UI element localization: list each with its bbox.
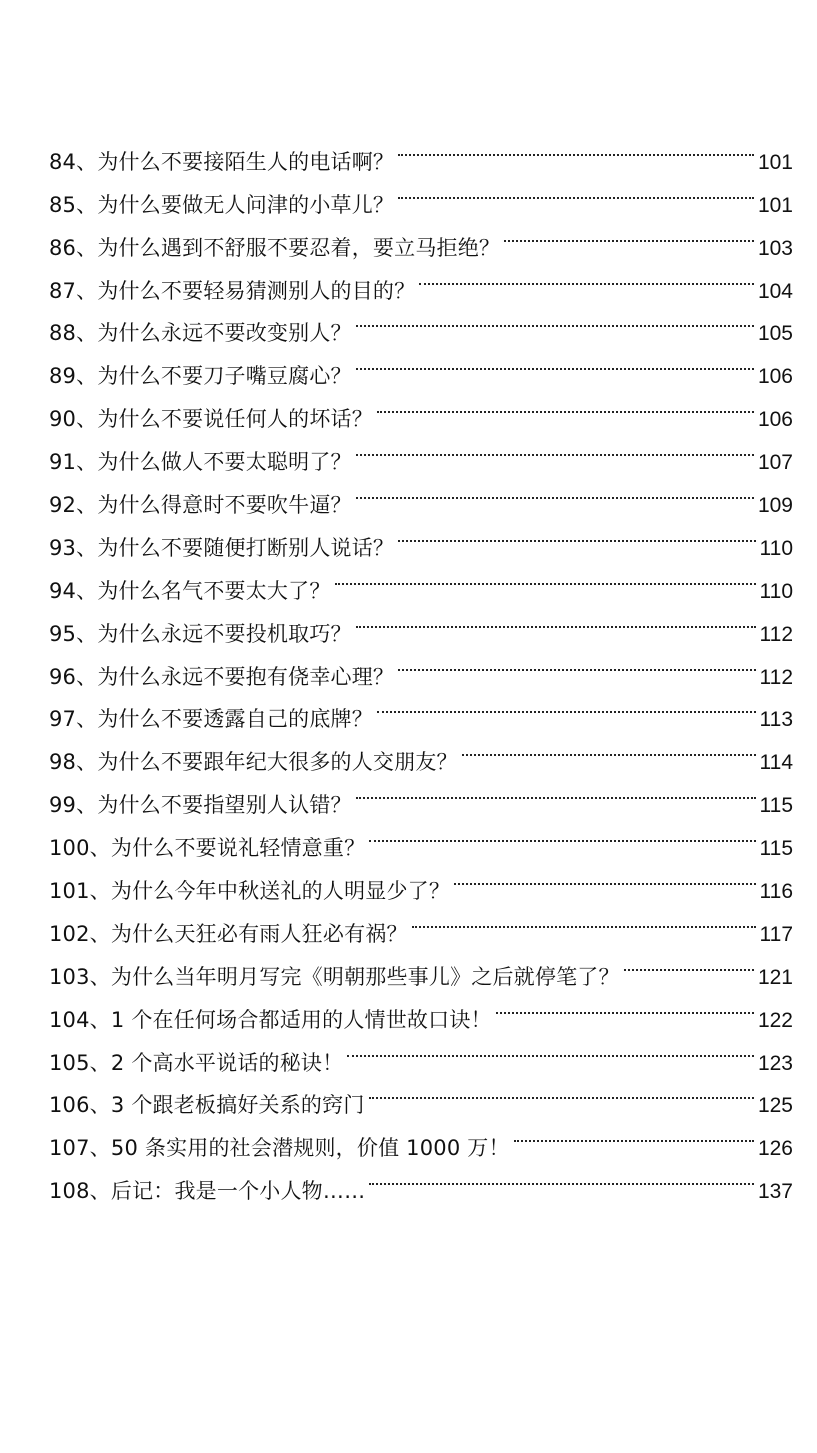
toc-dot-leader bbox=[343, 1027, 758, 1070]
toc-dot-leader bbox=[331, 555, 760, 598]
toc-entry-title: 93、为什么不要随便打断别人说话？ bbox=[49, 535, 395, 560]
toc-entry-title: 105、2 个高水平说话的秘诀！ bbox=[49, 1050, 344, 1075]
toc-dot-leader bbox=[458, 726, 760, 769]
toc-dot-leader bbox=[365, 812, 759, 855]
toc-page-number: 126 bbox=[757, 1137, 793, 1161]
toc-page-number: 106 bbox=[757, 365, 793, 389]
toc-page-number: 122 bbox=[757, 1008, 793, 1032]
toc-dot-leader bbox=[394, 126, 758, 169]
toc-dot-leader bbox=[500, 212, 758, 255]
toc-entry-title: 89、为什么不要刀子嘴豆腐心？ bbox=[49, 364, 352, 389]
toc-entry-title: 91、为什么做人不要太聪明了？ bbox=[49, 450, 352, 475]
toc-dot-leader bbox=[352, 426, 758, 469]
toc-page-number: 103 bbox=[757, 236, 793, 260]
toc-page-number: 125 bbox=[757, 1094, 793, 1118]
toc-page-number: 109 bbox=[757, 494, 793, 518]
toc-page-number: 105 bbox=[757, 322, 793, 346]
toc-entry-title: 104、1 个在任何场合都适用的人情世故口诀！ bbox=[49, 1007, 492, 1032]
toc-entry-title: 98、为什么不要跟年纪大很多的人交朋友？ bbox=[49, 750, 458, 775]
toc-dot-leader bbox=[373, 684, 760, 727]
table-of-contents bbox=[49, 126, 793, 1204]
toc-entry-title: 99、为什么不要指望别人认错？ bbox=[49, 793, 352, 818]
toc-dot-leader bbox=[373, 383, 758, 426]
toc-entry-title: 88、为什么永远不要改变别人？ bbox=[49, 321, 352, 346]
toc-page-number: 106 bbox=[757, 408, 793, 432]
toc-dot-leader bbox=[394, 169, 758, 212]
toc-page-number: 116 bbox=[759, 880, 793, 904]
toc-entry-title: 96、为什么永远不要抱有侥幸心理？ bbox=[49, 664, 395, 689]
toc-page-number: 117 bbox=[759, 922, 793, 946]
toc-dot-leader bbox=[492, 984, 758, 1027]
toc-entry-title: 87、为什么不要轻易猜测别人的目的？ bbox=[49, 278, 416, 303]
toc-page-number: 121 bbox=[757, 965, 793, 989]
toc-entry-title: 101、为什么今年中秋送礼的人明显少了？ bbox=[49, 879, 451, 904]
toc-entry-title: 106、3 个跟老板搞好关系的窍门 bbox=[49, 1093, 365, 1118]
toc-dot-leader bbox=[365, 1070, 758, 1113]
toc-entry-title: 94、为什么名气不要太大了？ bbox=[49, 578, 331, 603]
toc-dot-leader bbox=[415, 255, 758, 298]
toc-dot-leader bbox=[352, 298, 758, 341]
toc-entry-title: 97、为什么不要透露自己的底牌？ bbox=[49, 707, 373, 732]
toc-page-number: 110 bbox=[759, 536, 793, 560]
toc-page-number: 115 bbox=[759, 794, 793, 818]
toc-dot-leader bbox=[352, 769, 760, 812]
toc-page-number: 112 bbox=[759, 665, 793, 689]
toc-entry-title: 102、为什么天狂必有雨人狂必有祸？ bbox=[49, 921, 408, 946]
toc-page-number: 137 bbox=[757, 1180, 793, 1204]
toc-page-number: 101 bbox=[757, 150, 793, 174]
toc-dot-leader bbox=[394, 512, 759, 555]
toc-dot-leader bbox=[394, 641, 759, 684]
toc-page-number: 110 bbox=[759, 579, 793, 603]
toc-dot-leader bbox=[620, 941, 758, 984]
toc-entry-title: 90、为什么不要说任何人的坏话？ bbox=[49, 407, 373, 432]
toc-dot-leader bbox=[352, 469, 758, 512]
toc-entry-title: 85、为什么要做无人问津的小草儿？ bbox=[49, 192, 395, 217]
toc-entry-title: 107、50 条实用的社会潜规则，价值 1000 万！ bbox=[49, 1136, 510, 1161]
toc-dot-leader bbox=[450, 855, 759, 898]
toc-page-number: 114 bbox=[759, 751, 793, 775]
toc-entry-title: 92、为什么得意时不要吹牛逼？ bbox=[49, 493, 352, 518]
toc-entry-title: 84、为什么不要接陌生人的电话啊？ bbox=[49, 149, 395, 174]
toc-entry-title: 100、为什么不要说礼轻情意重？ bbox=[49, 836, 366, 861]
toc-dot-leader bbox=[408, 898, 760, 941]
toc-page-number: 104 bbox=[757, 279, 793, 303]
toc-entry-title: 103、为什么当年明月写完《明朝那些事儿》之后就停笔了？ bbox=[49, 964, 620, 989]
toc-dot-leader bbox=[352, 340, 758, 383]
toc-entry-title: 86、为什么遇到不舒服不要忍着，要立马拒绝？ bbox=[49, 235, 501, 260]
toc-page-number: 113 bbox=[759, 708, 793, 732]
toc-page-number: 123 bbox=[757, 1051, 793, 1075]
toc-page-number: 107 bbox=[757, 451, 793, 475]
toc-page-number: 112 bbox=[759, 622, 793, 646]
toc-dot-leader bbox=[510, 1112, 758, 1155]
toc-dot-leader bbox=[365, 1155, 758, 1198]
toc-page-number: 115 bbox=[759, 837, 793, 861]
toc-entry-title: 95、为什么永远不要投机取巧？ bbox=[49, 621, 352, 646]
toc-entry bbox=[49, 126, 793, 174]
toc-dot-leader bbox=[352, 598, 760, 641]
toc-entry-title: 108、后记：我是一个小人物…… bbox=[49, 1179, 366, 1204]
toc-page-number: 101 bbox=[757, 193, 793, 217]
